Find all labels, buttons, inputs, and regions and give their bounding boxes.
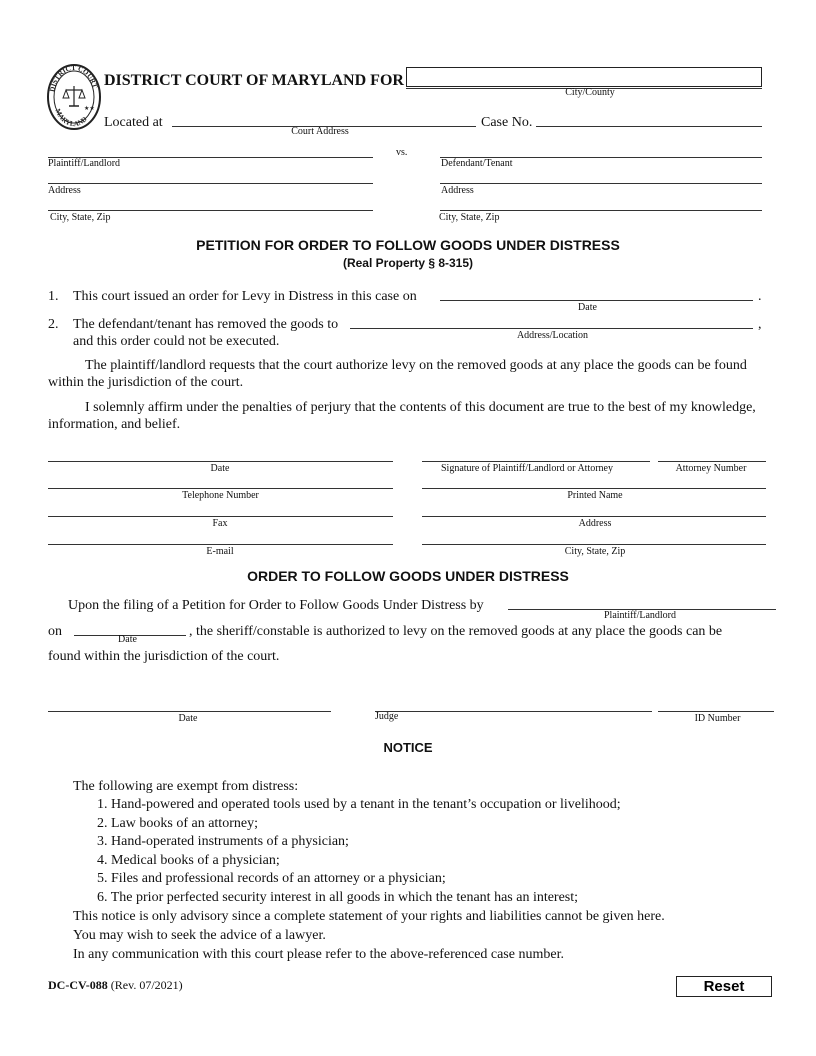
notice-communication: In any communication with this court please refer to the above-referenced case number. [73, 947, 564, 962]
court-seal [46, 62, 102, 132]
notice-item: 1. Hand-powered and operated tools used by a tenant in the tenant’s occupation or livelihood; [97, 797, 621, 812]
printed-name-line[interactable] [422, 488, 766, 489]
signer-city-caption: City, State, Zip [564, 546, 626, 557]
defendant-caption: Defendant/Tenant [441, 158, 513, 169]
signature-caption: Signature of Plaintiff/Landlord or Attorney [440, 463, 613, 474]
attorney-number-caption: Attorney Number [675, 463, 747, 474]
defendant-address-caption: Address [441, 185, 474, 196]
item2-text: The defendant/tenant has removed the goods to [73, 317, 339, 332]
printed-name-caption: Printed Name [567, 490, 623, 501]
signer-city-line[interactable] [422, 544, 766, 545]
levy-date-caption: Date [578, 302, 597, 313]
telephone-line[interactable] [48, 488, 393, 489]
plaintiff-address-line[interactable] [48, 183, 373, 184]
notice-title: NOTICE [383, 740, 433, 755]
item1-number: 1. [48, 289, 59, 304]
item2-continuation: and this order could not be executed. [73, 334, 280, 349]
petition-date-line[interactable] [48, 461, 393, 462]
judge-id-caption: ID Number [694, 713, 741, 724]
request-paragraph: The plaintiff/landlord requests that the court authorize levy on the removed goods at any place the goods can be found within the jurisdiction of the court. [48, 358, 747, 390]
item2-end: , [758, 317, 762, 332]
email-caption: E-mail [206, 546, 234, 557]
reset-button[interactable]: Reset [676, 976, 772, 997]
item1-end: . [758, 289, 762, 304]
address-location-caption: Address/Location [516, 330, 589, 341]
item2-number: 2. [48, 317, 59, 332]
order-on-label: on [48, 624, 62, 639]
notice-intro: The following are exempt from distress: [73, 779, 299, 794]
order-date-caption: Date [118, 634, 137, 645]
levy-date-line[interactable] [440, 300, 753, 301]
notice-item: 6. The prior perfected security interest in all goods in which the tenant has an interest; [97, 889, 579, 905]
court-name: DISTRICT COURT OF MARYLAND FOR [104, 72, 404, 89]
email-line[interactable] [48, 544, 393, 545]
notice-item: 5. Files and professional records of an attorney or a physician; [97, 871, 446, 886]
form-revision: (Rev. 07/2021) [110, 978, 183, 992]
case-no-label: Case No. [481, 115, 533, 130]
signer-address-line[interactable] [422, 516, 766, 517]
notice-list [97, 796, 621, 907]
order-line1: Upon the filing of a Petition for Order to Follow Goods Under Distress by [68, 598, 484, 613]
order-line3: found within the jurisdiction of the court. [48, 649, 280, 664]
judge-id-line[interactable] [658, 711, 774, 712]
order-plaintiff-caption: Plaintiff/Landlord [603, 610, 677, 621]
notice-item: 2. Law books of an attorney; [97, 815, 258, 831]
svg-text:★★: ★★ [84, 106, 95, 112]
petition-subtitle: (Real Property § 8-315) [342, 256, 474, 270]
petition-title: PETITION FOR ORDER TO FOLLOW GOODS UNDER DISTRESS [196, 237, 620, 253]
telephone-caption: Telephone Number [182, 490, 259, 501]
form-number: DC-CV-088 [48, 978, 108, 992]
judge-caption: Judge [375, 711, 399, 722]
fax-caption: Fax [212, 518, 228, 529]
plaintiff-city-caption: City, State, Zip [50, 212, 111, 223]
notice-advisory: This notice is only advisory since a complete statement of your rights and liabilities cannot be given here. [73, 909, 665, 924]
item1-text: This court issued an order for Levy in Distress in this case on [73, 289, 417, 304]
petition-date-caption: Date [210, 463, 230, 474]
order-sign-date-caption: Date [178, 713, 198, 724]
notice-item: 3. Hand-operated instruments of a physician; [97, 834, 349, 849]
plaintiff-address-caption: Address [48, 185, 81, 196]
signature-line[interactable] [422, 461, 650, 462]
order-sign-date-line[interactable] [48, 711, 331, 712]
svg-text:MARYLAND: MARYLAND [53, 107, 89, 129]
fax-line[interactable] [48, 516, 393, 517]
judge-signature-line[interactable] [375, 711, 652, 712]
order-title: ORDER TO FOLLOW GOODS UNDER DISTRESS [247, 568, 569, 584]
svg-text:DISTRICT COURT: DISTRICT COURT [48, 63, 99, 93]
defendant-city-caption: City, State, Zip [439, 212, 500, 223]
defendant-city-line[interactable] [440, 210, 762, 211]
notice-item: 4. Medical books of a physician; [97, 852, 280, 868]
notice-lawyer: You may wish to seek the advice of a lawyer. [73, 928, 326, 943]
located-at-label: Located at [104, 115, 163, 130]
attorney-number-line[interactable] [658, 461, 766, 462]
plaintiff-caption: Plaintiff/Landlord [48, 158, 121, 169]
court-seal-icon [46, 62, 102, 132]
form-id [48, 978, 183, 993]
case-no-line[interactable] [536, 126, 762, 127]
court-address-caption: Court Address [291, 126, 349, 137]
signer-address-caption: Address [578, 518, 612, 529]
plaintiff-city-line[interactable] [48, 210, 373, 211]
address-location-line[interactable] [350, 328, 753, 329]
city-county-input[interactable] [406, 67, 762, 87]
order-line2: , the sheriff/constable is authorized to levy on the removed goods at any place the goods can be [189, 624, 723, 639]
affirm-paragraph: I solemnly affirm under the penalties of perjury that the contents of this document are true to the best of my knowledge, information, and belief. [48, 400, 756, 432]
city-county-caption: City/County [565, 87, 615, 98]
vs-label: vs. [396, 147, 408, 158]
defendant-address-line[interactable] [440, 183, 762, 184]
